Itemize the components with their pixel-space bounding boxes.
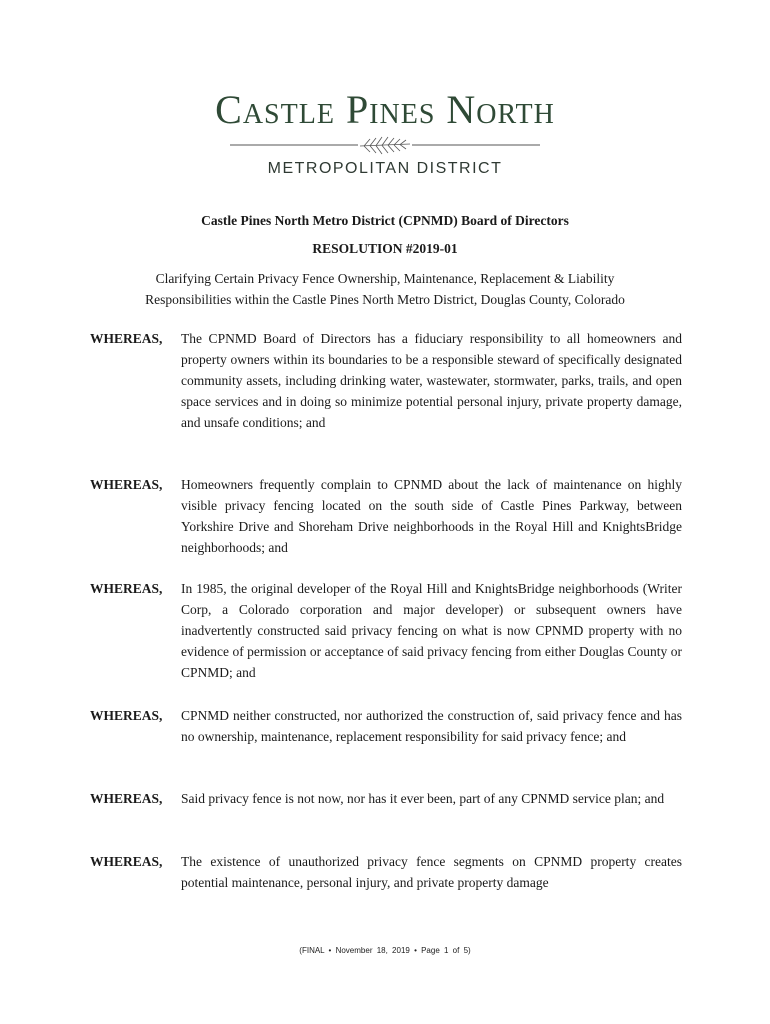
clause-label: WHEREAS, xyxy=(90,708,163,723)
pine-branch-icon xyxy=(230,132,540,158)
resolution-number: RESOLUTION #2019-01 xyxy=(312,241,458,256)
clause-label: WHEREAS, xyxy=(90,331,163,346)
clause-text: CPNMD neither constructed, nor authorized the construction of, said privacy fence and has no ownership, maintenance, replacement responsibility for said privacy fence; and xyxy=(181,708,682,744)
district-logo xyxy=(0,88,770,178)
page-footer: (FINAL • November 18, 2019 • Page 1 of 5) xyxy=(299,946,471,955)
whereas-clause xyxy=(90,328,682,433)
whereas-clause xyxy=(90,788,682,809)
logo-name: Castle Pines North xyxy=(215,87,555,132)
clause-text: Homeowners frequently complain to CPNMD about the lack of maintenance on highly visible privacy fencing located on the south side of Castle Pines Parkway, between Yorkshire Drive and Shoreham Drive neighborhoods in the Royal Hill and KnightsBridge neighborhoods; and xyxy=(181,477,682,555)
clause-text: In 1985, the original developer of the Royal Hill and KnightsBridge neighborhoods (Writer Corp, a Colorado corporation and major developer) or subsequent owners have inadvertently constructed said privacy fencing on what is now CPNMD property with no evidence of permission or acceptance of said privacy fencing from either Douglas County or CPNMD; and xyxy=(181,581,682,680)
clause-label: WHEREAS, xyxy=(90,791,163,806)
whereas-clause xyxy=(90,474,682,558)
board-title: Castle Pines North Metro District (CPNMD) Board of Directors xyxy=(201,213,569,228)
whereas-clause xyxy=(90,705,682,747)
subtitle-line-2: Responsibilities within the Castle Pines North Metro District, Douglas County, Colorado xyxy=(145,292,625,307)
logo-subtitle: METROPOLITAN DISTRICT xyxy=(267,160,503,177)
clause-label: WHEREAS, xyxy=(90,477,163,492)
whereas-clause xyxy=(90,578,682,683)
resolution-subtitle xyxy=(90,268,680,310)
clause-text: The CPNMD Board of Directors has a fiduciary responsibility to all homeowners and property owners within its boundaries to be a responsible steward of specifically designated community assets, including drinking water, wastewater, stormwater, parks, trails, and open space services and in doing so minimize potential personal injury, private property damage, and unsafe conditions; and xyxy=(181,331,682,430)
whereas-clause xyxy=(90,851,682,893)
clause-label: WHEREAS, xyxy=(90,581,163,596)
clause-text: The existence of unauthorized privacy fence segments on CPNMD property creates potential maintenance, personal injury, and private property damage xyxy=(181,854,682,890)
subtitle-line-1: Clarifying Certain Privacy Fence Ownership, Maintenance, Replacement & Liability xyxy=(155,271,615,286)
clause-text: Said privacy fence is not now, nor has it ever been, part of any CPNMD service plan; and xyxy=(181,791,665,806)
clause-label: WHEREAS, xyxy=(90,854,163,869)
